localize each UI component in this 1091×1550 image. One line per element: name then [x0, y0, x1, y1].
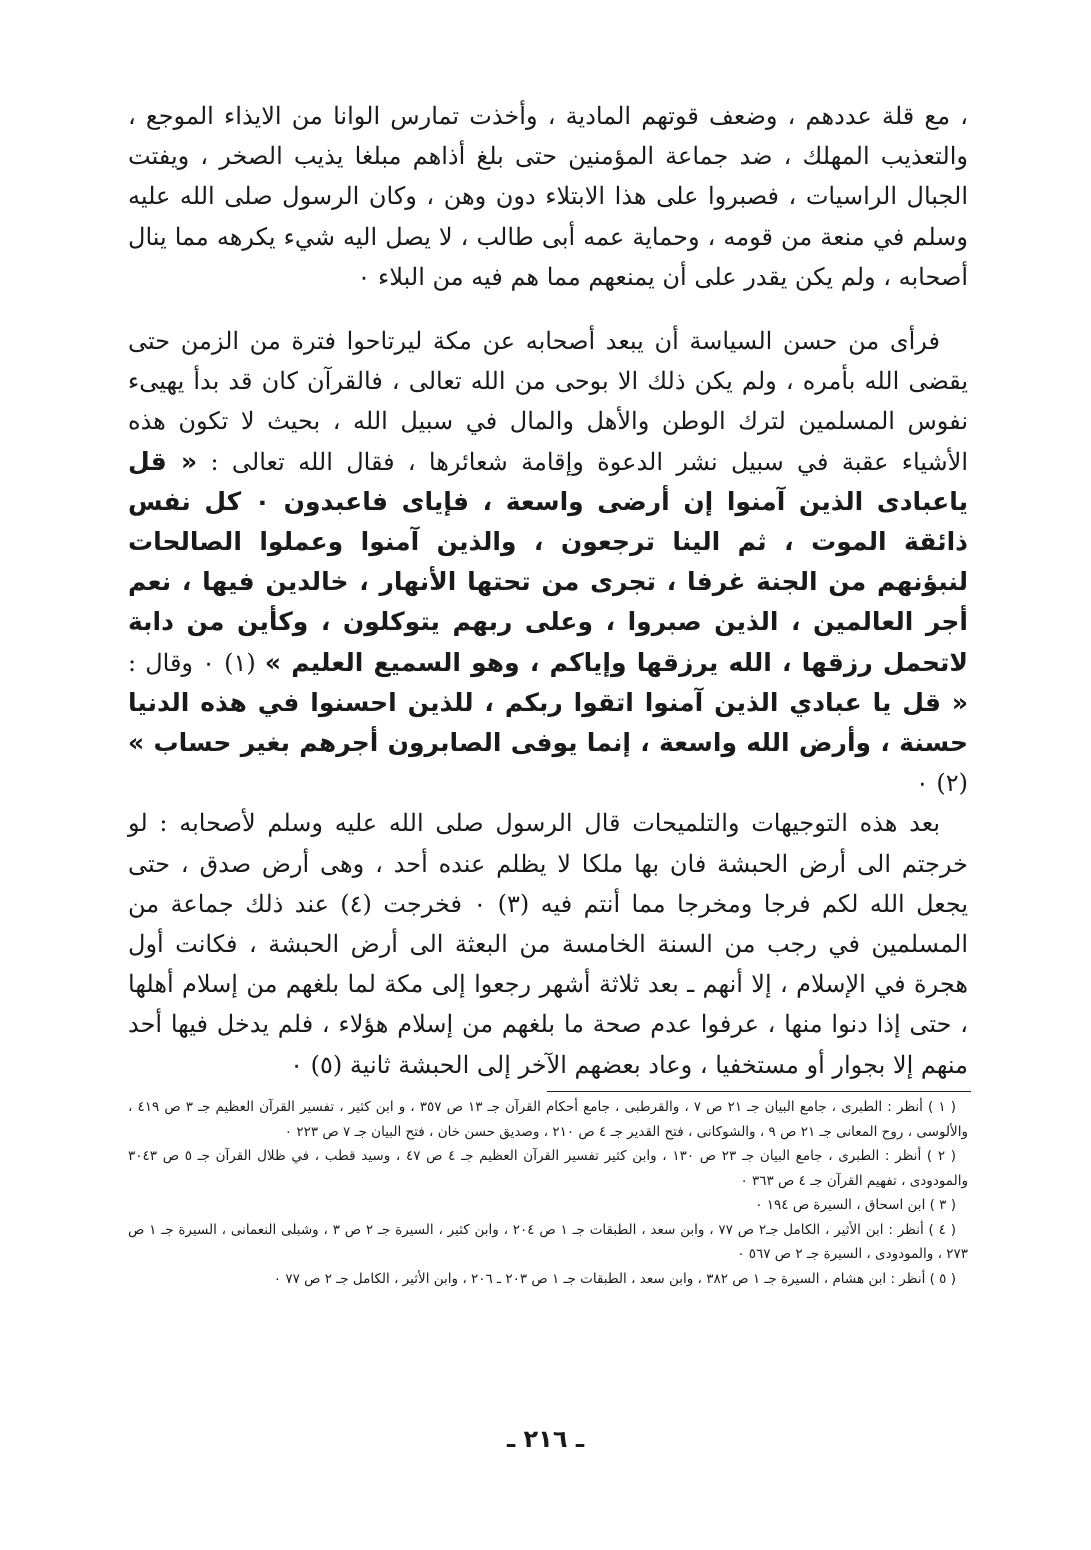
footnote-ref-1: (١) ٠ [202, 648, 265, 677]
footnotes [128, 1095, 968, 1291]
page-number: ـ ٢١٦ ـ [506, 1425, 585, 1453]
footnote-4: ( ٤ ) أنظر : ابن الأثير ، الكامل جـ٢ ص ٧٧ ، وابن سعد ، الطبقات جـ ١ ص ٢٠٤ ، وابن كثير ، السيرة جـ ٢ ص ٣ ، وشبلى النعمانى ، السيرة جـ ١ ص ٢٧٣ ، والمودودى ، السيرة جـ ٢ ص ٥٦٧ ٠ [128, 1221, 968, 1262]
footnote-5: ( ٥ ) أنظر : ابن هشام ، السيرة جـ ١ ص ٣٨٢ ، وابن سعد ، الطبقات جـ ١ ص ٢٠٣ ـ ٢٠٦ ، وابن الأثير ، الكامل جـ ٢ ص ٧٧ ٠ [273, 1270, 956, 1287]
paragraph-2-intro: فرأى من حسن السياسة أن يبعد أصحابه عن مكة ليرتاحوا فترة من الزمن حتى يقضى الله بأمره ، ولم يكن ذلك الا بوحى من الله تعالى ، فالقرآن كان قد بدأ يهيىء نفوس المسلمين لترك الوطن والأهل والمال في سبيل الله ، بحيث لا تكون هذه الأشياء عقبة في سبيل نشر الدعوة وإقامة شعائرها ، فقال الله تعالى : [128, 327, 968, 476]
quran-quote-2: « قل يا عبادي الذين آمنوا اتقوا ربكم ، للذين احسنوا في هذه الدنيا حسنة ، وأرض الله واسعة ، إنما يوفى الصابرون أجرهم بغير حساب » [128, 687, 968, 758]
footnote-3: ( ٣ ) ابن اسحاق ، السيرة ص ١٩٤ ٠ [755, 1197, 956, 1213]
paragraph-2 [128, 321, 968, 803]
quran-quote-1: « قل ياعبادى الذين آمنوا إن أرضى واسعة ، فإياى فاعبدون ٠ كل نفس ذائقة الموت ، ثم الينا ترجعون ، والذين آمنوا وعملوا الصالحات لنبؤنهم من الجنة غرفا ، تجرى من تحتها الأنهار ، خالدين فيها ، نعم أجر العالمين ، الذين صبروا ، وعلى ربهم يتوكلون ، وكأين من دابة لاتحمل رزقها ، الله يرزقها وإياكم ، وهو السميع العليم » [128, 446, 968, 677]
paragraph-3 [128, 803, 968, 1084]
paragraph-2-mid: وقال : [128, 648, 194, 677]
footnote-2: ( ٢ ) أنظر : الطبرى ، جامع البيان جـ ٢٣ ص ١٣٠ ، وابن كثير تفسير القرآن العظيم جـ ٤ ص ٤٧ ، وسيد قطب ، في ظلال القرآن جـ ٥ ص ٣٠٤٣ والمودودى ، تفهيم القرآن جـ ٤ ص ٣٦٣ ٠ [128, 1148, 968, 1189]
footnote-divider [547, 1091, 971, 1092]
footnote-ref-2: (٢) ٠ [915, 769, 968, 798]
main-text [128, 96, 968, 1085]
paragraph-1: ، مع قلة عددهم ، وضعف قوتهم المادية ، وأخذت تمارس الوانا من الايذاء الموجع ، والتعذيب المهلك ، ضد جماعة المؤمنين حتى بلغ أذاهم مبلغا يذيب الصخر ، ويفتت الجبال الراسيات ، فصبروا على هذا الابتلاء دون وهن ، وكان الرسول صلى الله عليه وسلم في منعة من قومه ، وحماية عمه أبى طالب ، لا يصل اليه شيء يكرهه مما ينال أصحابه ، ولم يكن يقدر على أن يمنعهم مما هم فيه من البلاء ٠ [128, 102, 969, 291]
paragraph-3-text: بعد هذه التوجيهات والتلميحات قال الرسول صلى الله عليه وسلم لأصحابه : لو خرجتم الى أرض الحبشة فان بها ملكا لا يظلم عنده أحد ، وهى أرض صدق ، حتى يجعل الله لكم فرجا ومخرجا مما أنتم فيه (٣) ٠ فخرجت (٤) عند ذلك جماعة من المسلمين في رجب من السنة الخامسة من البعثة الى أرض الحبشة ، فكانت أول هجرة في الإسلام ، إلا أنهم ـ بعد ثلاثة أشهر رجعوا إلى مكة لما بلغهم من إسلام أهلها ، حتى إذا دنوا منها ، عرفوا عدم صحة ما بلغهم من إسلام هؤلاء ، فلم يدخل فيها أحد منهم إلا بجوار أو مستخفيا ، وعاد بعضهم الآخر إلى الحبشة ثانية (٥) ٠ [128, 809, 968, 1079]
footnote-1: ( ١ ) أنظر : الطبرى ، جامع البيان جـ ٢١ ص ٧ ، والقرطبى ، جامع أحكام القرآن جـ ١٣ ص ٣٥٧ ، و ابن كثير ، تفسير القرآن العظيم جـ ٣ ص ٤١٩ ، والألوسى ، روح المعانى جـ ٢١ ص ٩ ، والشوكانى ، فتح القدير جـ ٤ ص ٢١٠ ، وصديق حسن خان ، فتح البيان جـ ٧ ص ٢٢٣ ٠ [128, 1099, 968, 1140]
